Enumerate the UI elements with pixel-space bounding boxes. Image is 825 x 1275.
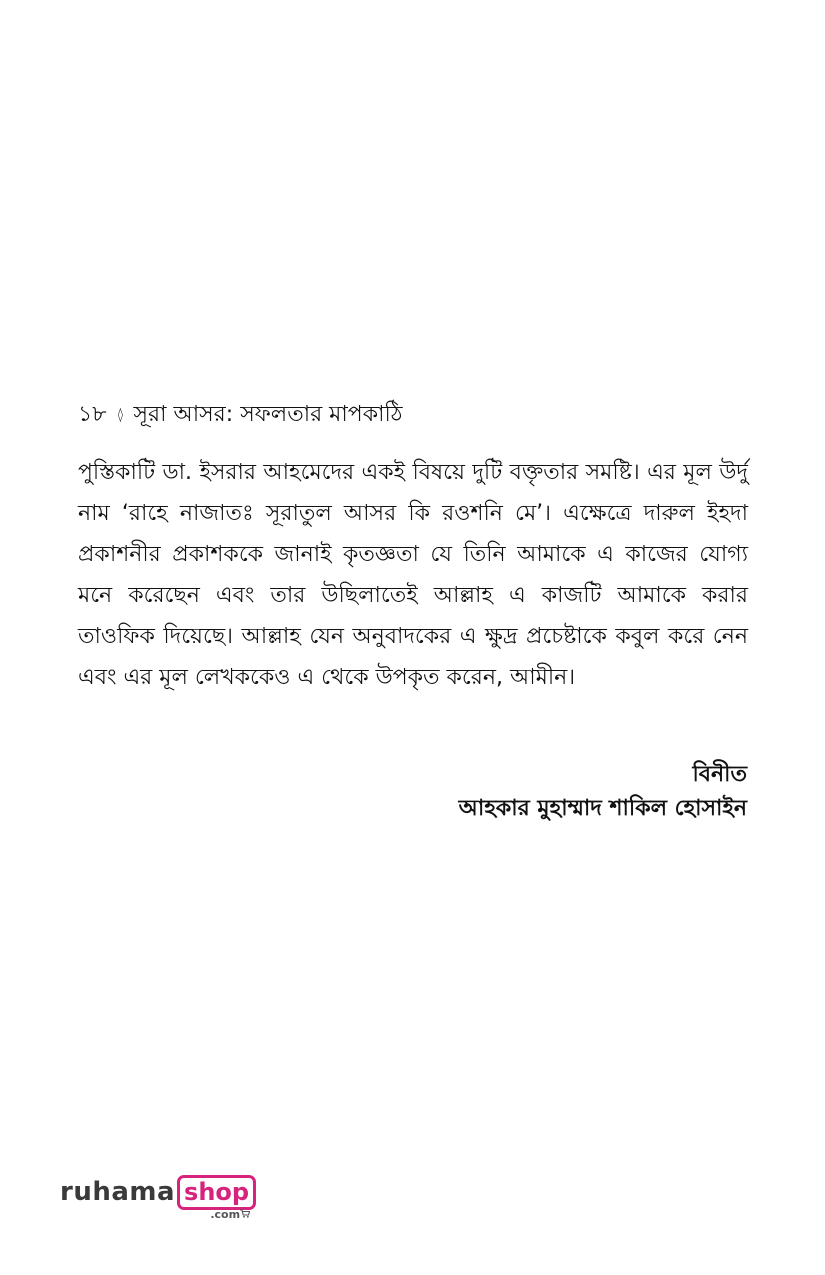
signature-name: আহকার মুহাম্মাদ শাকিল হোসাইন — [458, 796, 747, 821]
logo-text-shop: shop — [177, 1175, 256, 1210]
logo-domain-text: .com — [210, 1208, 241, 1221]
logo-shop-badge — [177, 1175, 256, 1221]
logo-text-ruhama: ruhama — [60, 1177, 176, 1207]
ruhamashop-logo — [60, 1175, 256, 1221]
page-number: ১৮ — [78, 402, 107, 427]
diamond-separator-icon: ◊ — [117, 407, 123, 423]
logo-domain — [210, 1208, 250, 1221]
book-title: সূরা আসর: সফলতার মাপকাঠি — [133, 402, 403, 427]
body-paragraph: পুস্তিকাটি ডা. ইসরার আহমেদের একই বিষয়ে দুটি বক্তৃতার সমষ্টি। এর মূল উর্দু নাম ‘রাহে নাজাতঃ সূরাতুল আসর কি রওশনি মে’। এক্ষেত্রে দারুল ইহদা প্রকাশনীর প্রকাশককে জানাই কৃতজ্ঞতা যে তিনি আমাকে এ কাজের যোগ্য মনে করেছেন এবং তার উছিলাতেই আল্লাহ এ কাজটি আমাকে করার তাওফিক দিয়েছে। আল্লাহ যেন অনুবাদকের এ ক্ষুদ্র প্রচেষ্টাকে কবুল করে নেন এবং এর মূল লেখককেও এ থেকে উপকৃত করেন, আমীন। — [78, 460, 748, 690]
signature-block — [459, 758, 747, 826]
cart-icon — [240, 1209, 250, 1221]
signature-closing: বিনীত — [692, 762, 747, 787]
running-header — [78, 398, 403, 432]
